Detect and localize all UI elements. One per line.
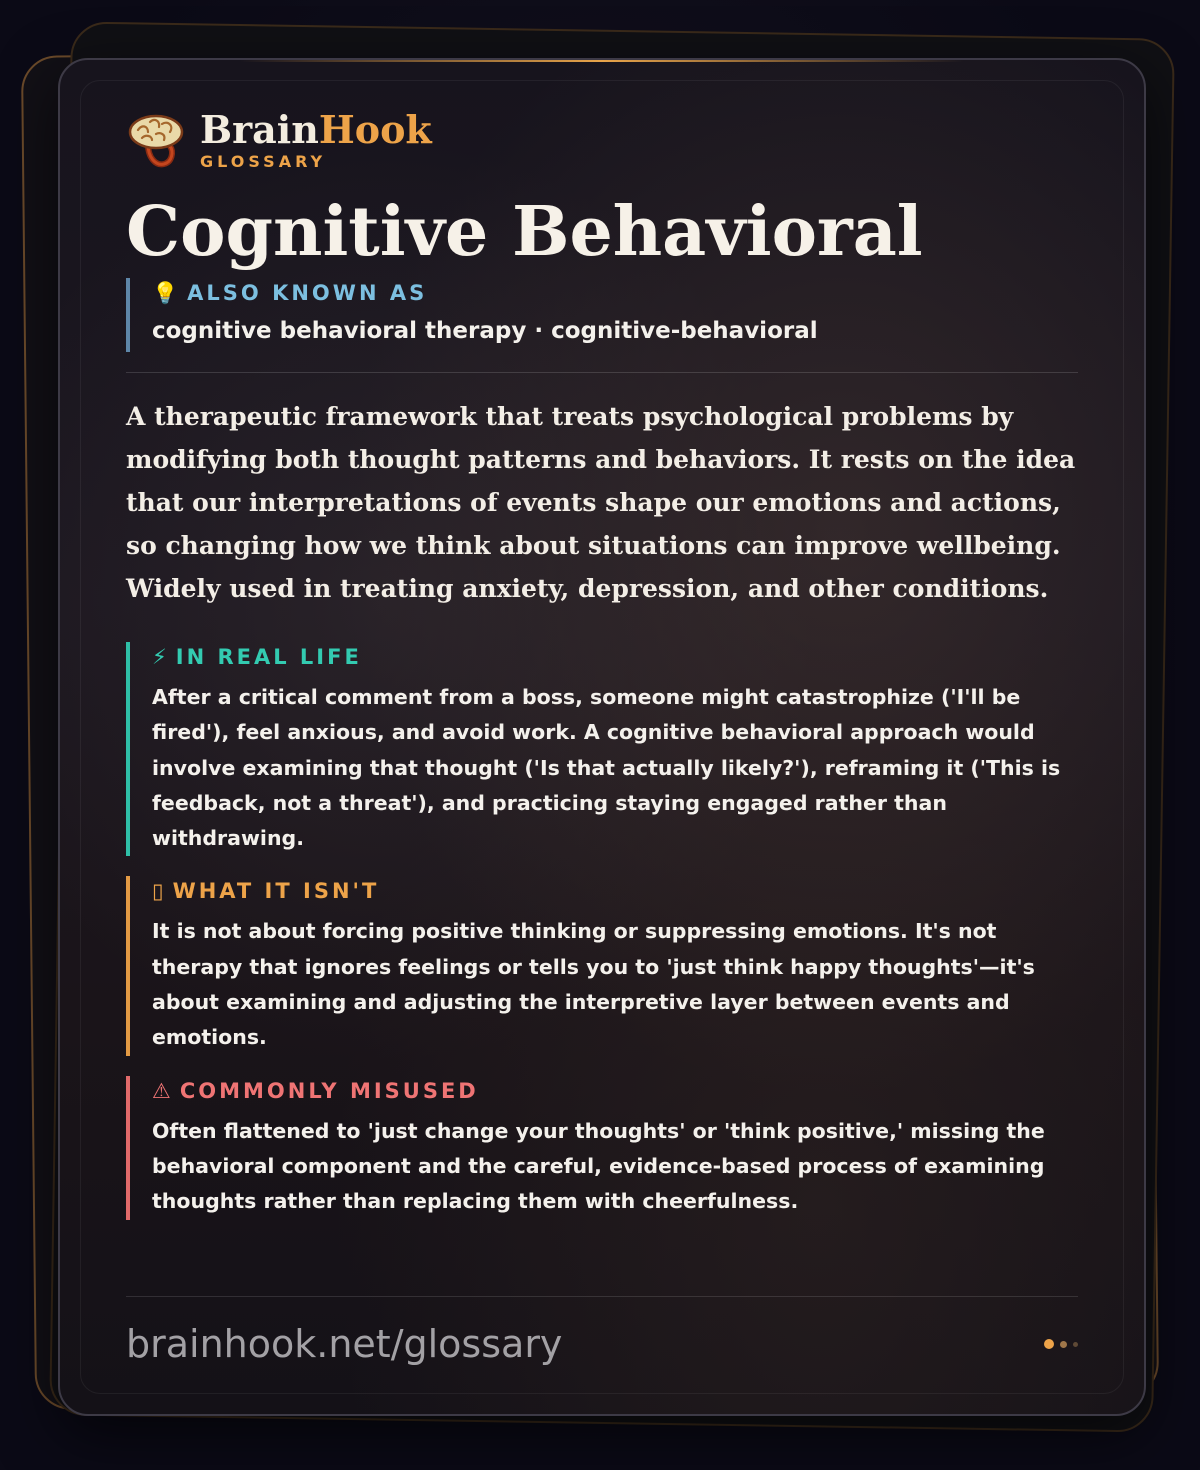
brand-name <box>200 106 432 152</box>
lightning-icon: ⚡ <box>152 645 170 669</box>
in-real-life-label <box>152 642 1078 672</box>
warning-icon: ⚠ <box>152 1078 174 1103</box>
what-it-isnt-label-text: WHAT IT ISN'T <box>172 879 380 904</box>
pagination-dot <box>1060 1341 1067 1348</box>
in-real-life-label-text: IN REAL LIFE <box>175 645 362 669</box>
card-footer <box>126 1316 1078 1372</box>
what-it-isnt-text: It is not about forcing positive thinking or suppressing emotions. It's not therapy that ignores feelings or tells you to 'just think happy thoughts'—it's about examining and adjusting the interpretive layer between events and emotions. <box>152 919 1035 1050</box>
also-known-as-label-text: ALSO KNOWN AS <box>187 281 428 305</box>
brand-name-part2: Hook <box>318 106 432 152</box>
brand-text <box>200 106 432 171</box>
section-divider <box>126 372 1078 373</box>
footer-divider <box>126 1296 1078 1297</box>
brand-header <box>126 100 1078 180</box>
brand-name-part1: Brain <box>200 106 319 152</box>
also-known-as-block <box>126 278 1078 352</box>
term-title: Cognitive Behavioral <box>126 192 923 272</box>
card-content <box>126 100 1078 1220</box>
commonly-misused-section <box>126 1076 1078 1220</box>
commonly-misused-label-text: COMMONLY MISUSED <box>179 1078 479 1103</box>
also-known-as-label <box>152 278 1078 308</box>
pagination-dot-active <box>1044 1339 1054 1349</box>
lightbulb-icon: 💡 <box>152 281 182 305</box>
brand-subtitle: GLOSSARY <box>200 151 327 171</box>
commonly-misused-label <box>152 1076 1078 1106</box>
footer-url: brainhook.net/glossary <box>126 1322 563 1366</box>
definition-text: A therapeutic framework that treats psychological problems by modifying both thought patterns and behaviors. It rests on the idea that our interpretations of events shape our emotions and actions, so changing how we think about situations can improve wellbeing. Widely used in treating anxiety, depression, and other conditions. <box>126 402 1076 603</box>
also-known-as-value: cognitive behavioral therapy · cognitive-behavioral <box>152 318 818 344</box>
no-entry-icon: ▯ <box>152 879 167 904</box>
card-top-glow <box>240 60 964 62</box>
brain-hook-logo-icon <box>126 110 186 170</box>
what-it-isnt-section <box>126 876 1078 1055</box>
in-real-life-text: After a critical comment from a boss, someone might catastrophize ('I'll be fired'), feel anxious, and avoid work. A cognitive behavioral approach would involve examining that thought ('Is that actually likely?'), reframing it ('This is feedback, not a threat'), and practicing staying engaged rather than withdrawing. <box>152 685 1061 851</box>
pagination-dot <box>1073 1342 1078 1347</box>
in-real-life-section <box>126 642 1078 856</box>
glossary-card <box>58 58 1146 1416</box>
what-it-isnt-label <box>152 876 1078 906</box>
pagination-dots <box>1038 1339 1078 1349</box>
commonly-misused-text: Often flattened to 'just change your thoughts' or 'think positive,' missing the behavioral component and the careful, evidence-based process of examining thoughts rather than replacing them with cheerfulness. <box>152 1118 1045 1214</box>
